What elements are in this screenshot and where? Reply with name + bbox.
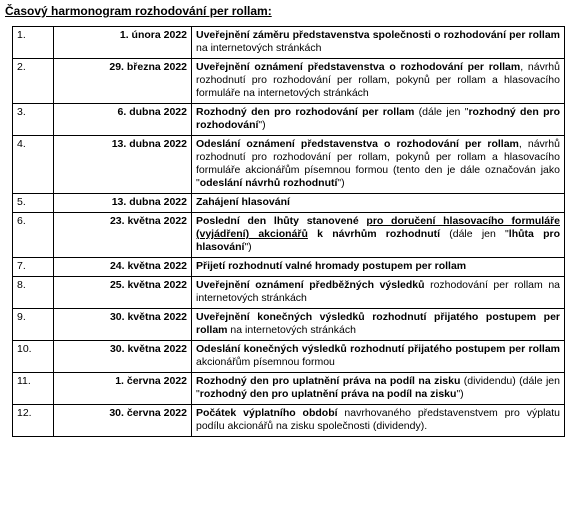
- description-text: rozhodný den pro rozhodování: [196, 106, 560, 131]
- schedule-row: [13, 59, 565, 104]
- row-description: [192, 258, 565, 277]
- schedule-row: [13, 405, 565, 437]
- row-date: 13. dubna 2022: [54, 194, 192, 213]
- row-description: [192, 309, 565, 341]
- description-text: , návrhů rozhodnutí pro rozhodování per rollam, pokynů per rollam a hlasovacího formuláře na internetových stránkách: [196, 61, 560, 99]
- schedule-row: [13, 27, 565, 59]
- description-text: rozhodování per rollam na internetových stránkách: [196, 279, 560, 304]
- description-text: lhůta pro hlasování: [196, 228, 561, 253]
- description-text: Přijetí rozhodnutí valné hromady postupem per rollam: [196, 260, 467, 272]
- description-text: Rozhodný den pro rozhodování per rollam: [196, 106, 415, 118]
- description-text: akcionářům písemnou formou: [196, 356, 335, 368]
- schedule-row: [13, 373, 565, 405]
- row-date: 13. dubna 2022: [54, 136, 192, 194]
- row-description: [192, 341, 565, 373]
- description-text: Poslední den lhůty stanovené: [196, 215, 367, 227]
- row-number: 4.: [13, 136, 54, 194]
- row-date: 6. dubna 2022: [54, 104, 192, 136]
- description-text: Rozhodný den pro uplatnění práva na podíl na zisku: [196, 375, 461, 387]
- description-text: Uveřejnění záměru představenstva společnosti o rozhodování per rollam: [196, 29, 560, 41]
- row-number: 1.: [13, 27, 54, 59]
- description-text: navrhovaného představenstvem pro výplatu podílu akcionářů na zisku společnosti (dividendy).: [196, 407, 560, 432]
- description-text: "): [244, 241, 252, 253]
- description-text: odeslání návrhů rozhodnutí: [199, 177, 338, 189]
- row-description: [192, 405, 565, 437]
- description-text: , návrhů rozhodnutí pro rozhodování per rollam, pokynů per rollam a hlasovacího formuláře akcionářům písemnou formou (tento den je dále označován jako ": [196, 138, 560, 189]
- row-number: 10.: [13, 341, 54, 373]
- row-date: 29. března 2022: [54, 59, 192, 104]
- schedule-row: [13, 341, 565, 373]
- row-number: 9.: [13, 309, 54, 341]
- row-number: 12.: [13, 405, 54, 437]
- description-text: na internetových stránkách: [227, 324, 356, 336]
- description-text: "): [456, 388, 464, 400]
- description-text: Uveřejnění konečných výsledků rozhodnutí přijatého postupem per rollam: [196, 311, 560, 336]
- row-description: [192, 27, 565, 59]
- schedule-row: [13, 213, 565, 258]
- description-text: Odeslání konečných výsledků rozhodnutí přijatého postupem per rollam: [196, 343, 560, 355]
- description-text: (dále jen ": [414, 106, 469, 118]
- row-description: [192, 194, 565, 213]
- row-date: 1. února 2022: [54, 27, 192, 59]
- schedule-row: [13, 104, 565, 136]
- description-text: Uveřejnění oznámení představenstva o rozhodování per rollam: [196, 61, 521, 73]
- description-text: "): [337, 177, 345, 189]
- row-date: 30. června 2022: [54, 405, 192, 437]
- schedule-row: [13, 258, 565, 277]
- description-text: Počátek výplatního období: [196, 407, 338, 419]
- schedule-row: [13, 277, 565, 309]
- row-date: 1. června 2022: [54, 373, 192, 405]
- schedule-title: Časový harmonogram rozhodování per rollam:: [5, 4, 272, 18]
- row-date: 23. května 2022: [54, 213, 192, 258]
- description-text: na internetových stránkách: [196, 42, 322, 54]
- row-description: [192, 277, 565, 309]
- row-description: [192, 59, 565, 104]
- description-text: "): [258, 119, 266, 131]
- schedule-row: [13, 136, 565, 194]
- row-number: 8.: [13, 277, 54, 309]
- description-text: k návrhům rozhodnutí: [307, 228, 441, 240]
- description-text: Odeslání oznámení představenstva o rozhodování per rollam: [196, 138, 519, 150]
- description-text: pro doručení hlasovacího formuláře (vyjádření) akcionářů: [196, 215, 560, 240]
- row-number: 11.: [13, 373, 54, 405]
- row-number: 5.: [13, 194, 54, 213]
- row-number: 2.: [13, 59, 54, 104]
- row-number: 6.: [13, 213, 54, 258]
- row-date: 24. května 2022: [54, 258, 192, 277]
- row-number: 3.: [13, 104, 54, 136]
- schedule-table: [12, 26, 565, 437]
- description-text: Uveřejnění oznámení předběžných výsledků: [196, 279, 425, 291]
- row-description: [192, 373, 565, 405]
- row-description: [192, 213, 565, 258]
- schedule-row: [13, 309, 565, 341]
- schedule-row: [13, 194, 565, 213]
- row-date: 25. května 2022: [54, 277, 192, 309]
- description-text: rozhodný den pro uplatnění práva na podíl na zisku: [199, 388, 457, 400]
- description-text: Zahájení hlasování: [196, 196, 290, 208]
- description-text: (dividendu) (dále jen ": [196, 375, 560, 400]
- description-text: (dále jen ": [440, 228, 509, 240]
- row-description: [192, 136, 565, 194]
- row-date: 30. května 2022: [54, 309, 192, 341]
- row-description: [192, 104, 565, 136]
- row-date: 30. května 2022: [54, 341, 192, 373]
- row-number: 7.: [13, 258, 54, 277]
